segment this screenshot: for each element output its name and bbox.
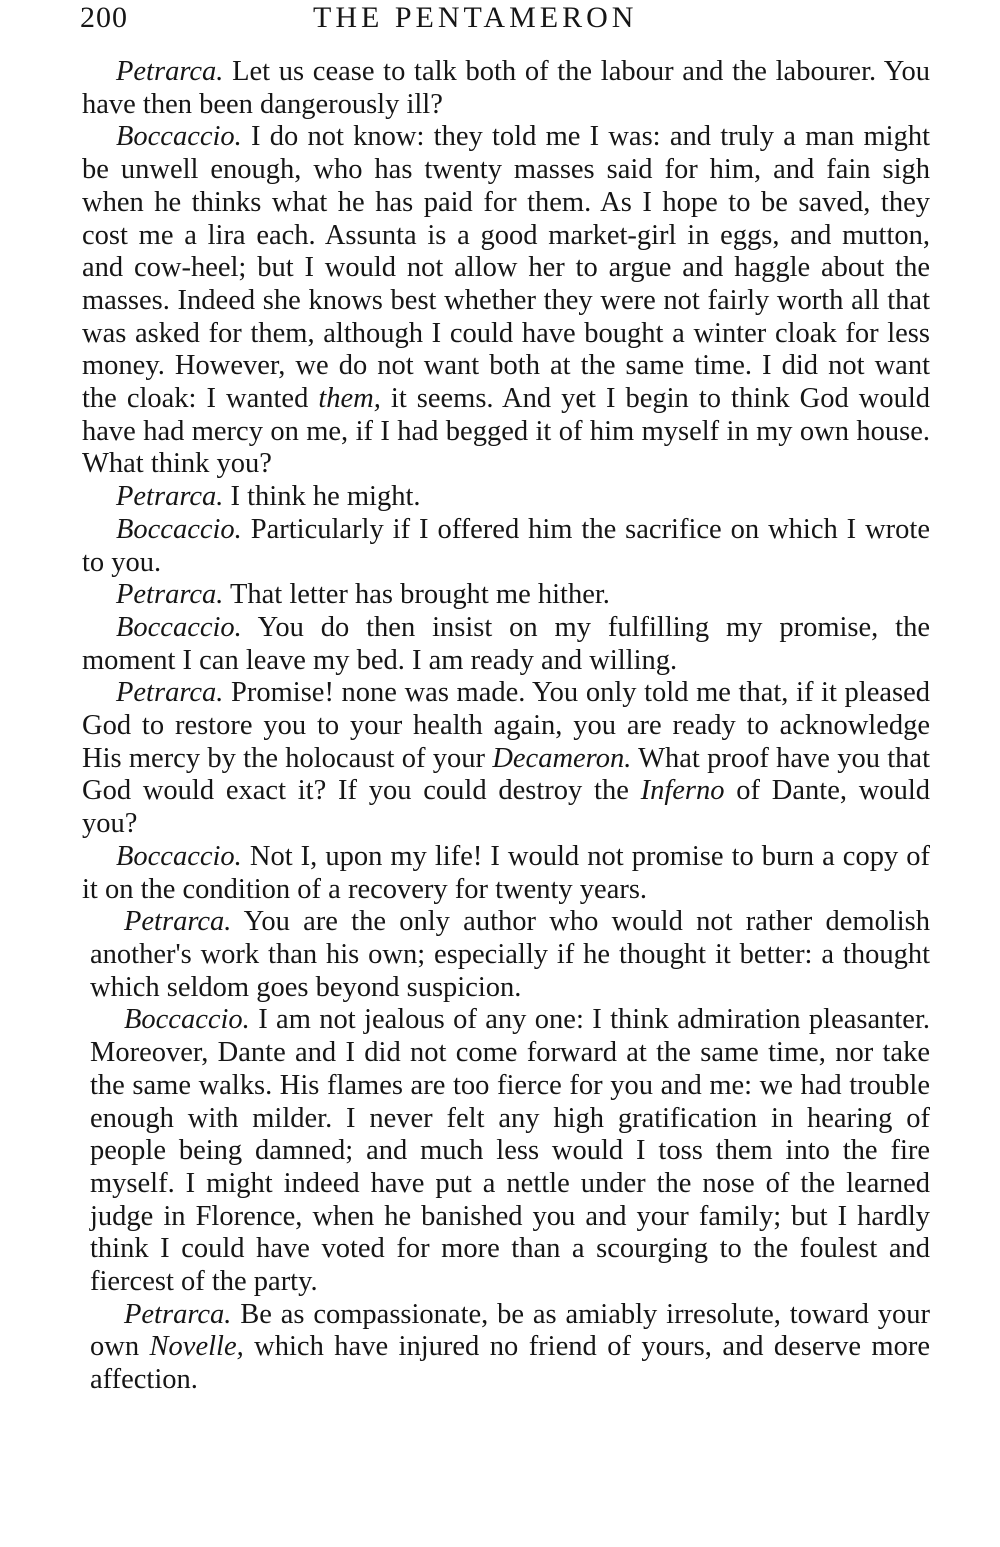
speaker-name: Petrarca. xyxy=(116,579,224,611)
speaker-name: Boccaccio. xyxy=(124,1004,250,1036)
dialogue-paragraph xyxy=(90,1299,930,1397)
speech-text: Particularly if I offered him the sacrifice on which I wrote to you. xyxy=(82,513,930,578)
dialogue-paragraph xyxy=(90,906,930,1004)
speech-text: I do not know: they told me I was: and truly a man might be unwell enough, who has twenty masses said for him, and fain sigh when he thinks what he has paid for them. As I hope to be saved, they cost me a lira each. Assunta is a good market-girl in eggs, and mutton, and cow-heel; but I would not allow her to argue and haggle about the masses. Indeed she knows best whether they were not fairly worth all that was asked for them, although I could have bought a winter cloak for less money. However, we do not want both at the same time. I did not want the cloak: I wanted xyxy=(82,121,930,415)
speech-text: I am not jealous of any one: I think admiration pleasanter. Moreover, Dante and I did not come forward at the same time, nor take the same walks. His flames are too fierce for you and me: we had trouble enough with milder. I never felt any high gratification in hearing of people being damned; and much less would I toss them into the fire myself. I might indeed have put a nettle under the nose of the learned judge in Florence, when he banished you and your family; but I hardly think I could have voted for more than a scourging to the foulest and fiercest of the party. xyxy=(90,1004,930,1298)
emphasis-text: Inferno xyxy=(640,775,725,807)
speech-text: Let us cease to talk both of the labour and the labourer. You have then been dangerously ill? xyxy=(82,56,930,120)
dialogue-text xyxy=(82,56,930,1397)
emphasis-text: Decameron. xyxy=(492,742,632,774)
dialogue-paragraph xyxy=(82,677,930,841)
dialogue-paragraph xyxy=(82,612,930,677)
speech-text: You are the only author who would not rather demolish another's work than his own; especially if he thought it better: a thought which seldom goes beyond suspicion. xyxy=(90,906,930,1003)
dialogue-paragraph xyxy=(82,514,930,579)
speech-text: Promise! none was made. You only told me that, if it pleased God to restore you to your health again, you are ready to acknowledge His mercy by the holocaust of your xyxy=(82,677,930,774)
dialogue-paragraph xyxy=(82,121,930,481)
speech-text: Be as compassionate, be as amiably irresolute, toward your own xyxy=(90,1298,930,1363)
page-header xyxy=(80,0,930,38)
dialogue-paragraph xyxy=(90,1004,930,1298)
speaker-name: Petrarca. xyxy=(116,481,224,513)
emphasis-text: them, xyxy=(318,383,381,415)
running-title: THE PENTAMERON xyxy=(313,1,638,34)
dialogue-paragraph xyxy=(82,579,930,612)
speaker-name: Boccaccio. xyxy=(116,840,242,872)
speech-text: Not I, upon my life! I would not promise to burn a copy of it on the condition of a recovery for twenty years. xyxy=(82,840,930,905)
speech-text: What proof have you that God would exact it? If you could destroy the xyxy=(82,742,930,807)
speech-text: You do then insist on my fulfilling my promise, the moment I can leave my bed. I am ready and willing. xyxy=(82,611,930,676)
speaker-name: Petrarca. xyxy=(124,906,232,938)
speech-text: of Dante, would you? xyxy=(82,775,931,840)
speech-text: it seems. And yet I begin to think God would have had mercy on me, if I had begged it of him myself in my own house. What think you? xyxy=(82,383,930,480)
speech-text: That letter has brought me hither. xyxy=(223,579,610,611)
speaker-name: Petrarca. xyxy=(116,56,224,87)
emphasis-text: Novelle, xyxy=(149,1331,244,1363)
speech-text: which have injured no friend of yours, and deserve more affection. xyxy=(90,1331,930,1396)
dialogue-paragraph xyxy=(82,481,930,514)
speaker-name: Petrarca. xyxy=(124,1298,232,1330)
speech-text: I think he might. xyxy=(223,481,421,513)
speaker-name: Boccaccio. xyxy=(116,121,242,153)
dialogue-paragraph xyxy=(82,841,930,906)
dialogue-paragraph xyxy=(82,56,930,121)
speaker-name: Petrarca. xyxy=(116,677,224,709)
page-number: 200 xyxy=(80,1,128,34)
speaker-name: Boccaccio. xyxy=(116,513,242,545)
speaker-name: Boccaccio. xyxy=(116,611,242,643)
